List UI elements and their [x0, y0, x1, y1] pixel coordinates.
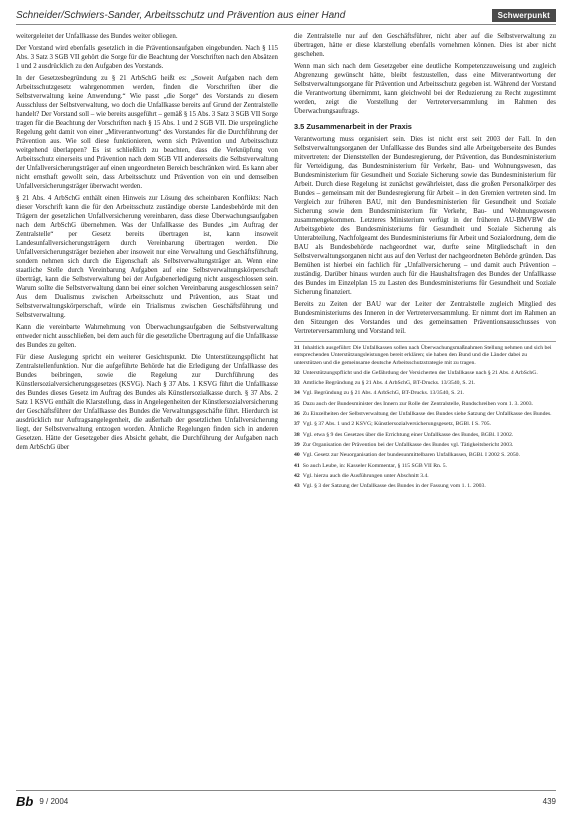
footnote-number: 38 [294, 431, 300, 438]
page-header [16, 6, 556, 25]
footnote [294, 432, 556, 439]
footnote [294, 390, 556, 397]
footnote-text: Vgl. etwa § 9 des Gesetzes über die Errichtung einer Unfallkasse des Bundes, BGBl. I 2002. [302, 431, 514, 438]
footnote-number: 43 [294, 483, 300, 490]
paragraph: die Zentralstelle nur auf den Geschäftsführer, nicht aber auf die Selbstverwaltung zu übertragen, hätte er diese klarstellung ebenfalls vornehmen können. Dies ist aber nicht geschehen. [294, 33, 556, 58]
right-column [294, 32, 556, 784]
footnote-text: So auch Leube, in: Kasseler Kommentar, § 115 SGB VII Rn. 5. [302, 462, 447, 469]
footnote-text: Vgl. § 37 Abs. 1 und 2 KSVG; Künstlersozialversicherungsgesetz, BGBl. I S. 705. [302, 421, 491, 428]
paragraph: Der Vorstand wird ebenfalls gesetzlich in die Präventionsaufgaben eingebunden. Nach § 115 Abs. 3 Satz 3 SGB VII gehört die Sorge für die Beachtung der Vorschriften nach den Absätzen 1 und 2 ausdrücklich zu den Aufgaben des Vorstands. [16, 45, 278, 70]
footnote-number: 39 [294, 441, 300, 448]
footnote [294, 401, 556, 408]
paragraph: Verantwortung muss organisiert sein. Dies ist nicht erst seit 2003 der Fall. In den Selbstverwaltungsorganen der Unfallkasse des Bundes sind alle Arbeitgeberseite des Bundes mitvertreten: der Dienststellen der Bundesregierung, der Prävention, das Bundesministerium für Verteidigung, das Bundesministerium für Verkehr, Bau- und Wohnungswesen, das Bundesministerium für Gesundheit und Soziale Sicherung sowie das Bundesministerium für Arbeit. Durch diese Regelung ist zunächst gewährleistet, dass die großen Personalkörper des Bundes – gemeinsam mit der Bundesregierung für Arbeit – in den Gremien vertreten sind. Im Vergleich zur früheren BAU, mit den Bundesministerien für Gesundheit und Soziale Sicherung sowie dem Bundesministerium für Verkehr, Bau- und Wohnungswesen zusammengekommen. Letzteres Ministerium verfügt in der früheren AU-BMVBW die Arbeitsgebiete des Bundesministeriums für Gesundheit und Soziale Sicherung als Unterabteilung, Nachfolgeamt des Bundesministeriums für Arbeit und Sozialordnung, dem die BAU als Bundesbehörde nachgeordnet war, durfte seine Mitgliedschaft in den Selbstverwaltungsorganen nicht aus auf den Verlust der nachgeordneten Behörde gründen. Das Bemühen ist hierbei ein fachlich für „Unfallversicherung – und damit auch Prävention – zuständig. Darüber hinaus wurden auch für die Haushaltsfragen des Bundes der Unfallkasse des Bundes im Einzelplan 15 zu Lasten des Bundesministeriums für Gesundheit und Soziale Sicherung finanziert. [294, 136, 556, 296]
footnote [294, 452, 556, 459]
issue-number: 9 / 2004 [39, 796, 69, 806]
footnote-text: Vgl. § 3 der Satzung der Unfallkasse des Bundes in der Fassung vom 1. 1. 2003. [302, 483, 486, 490]
footnote-text: Inhaltlich ausgeführt: Die Unfallkassen sollen nach Überwachungsmaßnahmen Stellung nehmen und sich bei entsprechenden Unterstützungsleistungen bereit erklären; sie haben den Bund und die Länder dabei zu unterstützen und die gemeinsame deutsche Arbeitsschutzstrategie mit zu tragen. [294, 345, 552, 366]
paragraph: Für diese Auslegung spricht ein weiterer Gesichtspunkt. Die Unterstützungspflicht hat Zentralstellenfunktion. Nur die aufgeführte Behörde hat die Erledigung der Unfallkasse des Bundes beibringen, sowie die Regelung zur Durchführung des Künstlersozialversicherungsgesetzes (KSVG). Nach § 37 Abs. 1 KSVG führt die Unfallkasse des Bundes dieses Gesetz im Auftrag des Bundes als Künstlersozialkasse durch. § 37 Abs. 2 Satz 1 KSVG enthält die Klarstellung, dass in Angelegenheiten der Künstlersozialversicherung der Geschäftsführer der Unfallkasse des Bundes die Verwaltungsgeschäfte führt. Hierdurch ist ausdrücklich nur Auftragsangelegenheit, die außerhalb der gesetzlichen Unfallversicherung liegt, der Selbstverwaltung entzogen worden. Ähnliche Regelungen finden sich in anderen Gesetzen. Hätte der Gesetzgeber dies Absicht gehabt, die Durchführung der Aufgaben nach dem ArbSchG über [16, 354, 278, 451]
section-heading: 3.5 Zusammenarbeit in der Praxis [294, 122, 412, 131]
footnote [294, 411, 556, 418]
footnote [294, 421, 556, 428]
footnote-text: Vgl. hierzu auch die Ausführungen unter Abschnitt 3.4. [302, 472, 429, 479]
paragraph: § 21 Abs. 4 ArbSchG enthält einen Hinweis zur Lösung des scheinbaren Konflikts: Nach dieser Vorschrift kann die für den Arbeitsschutz zuständige oberste Landesbehörde mit den Trägern der gesetzlichen Unfallversicherung vereinbaren, dass diese Überwachungsaufgaben nach dem ArbSchG übernehmen. Was der Unfallkasse des Bundes „im Auftrag der Zentralstelle“ per Gesetz bereits übertragen ist, kann insoweit Landesunfallversicherungsträgern durch Vereinbarung übertragen werden. Die Unfallversicherungsträger beziehen aber insoweit nur eine Verwaltung und Geschäftsführung, sondern nehmen sich durch die Eigenschaft als Selbstverwaltungsträger an. Wenn eine staatliche Stelle durch Vereinbarung Aufgaben auf eine Selbstverwaltungskörperschaft überträgt, kann die Selbstverwaltung bei der Aufgabenerledigung nicht ausgeschlossen sein. Warum sollte die Selbstverwaltung dann bei einer solchen Vereinbarung ausgeschlossen sein? Aus dem Dualismus zwischen Arbeitsschutz und Prävention, aus Staat und Selbstverwaltungskörperschaft, würde ein Trialismus zwischen Geschäftsführung und Selbstverwaltung. [16, 195, 278, 319]
paragraph: Kann die vereinbarte Wahrnehmung von Überwachungsaufgaben die Selbstverwaltung entweder nicht ausschließen, bei dem auch für die gesetzliche Übertragung auf die Unfallkasse des Bundes zu gelten. [16, 324, 278, 349]
left-column [16, 32, 278, 784]
footnote-text: Zu Einzelheiten der Selbstverwaltung der Unfallkasse des Bundes siehe Satzung der Unfallkasse des Bundes. [302, 411, 552, 418]
paragraph: In der Gesetzesbegründung zu § 21 ArbSchG heißt es: „Soweit Aufgaben nach dem Arbeitsschutzgesetz wahrgenommen werden, finden die Vorschriften über die Selbstverwaltung keine Anwendung.“ Wie passt „die Sorge“ des Vorstands zu diesem Ausschluss der Selbstverwaltung, wo doch die Unfallkasse bereits auf Grund der Zentralstelle handelt? Der Vorstand soll – wie bereits ausgeführt – gemäß § 15 Abs. 3 Satz 3 SGB VII Sorge tragen für die Beachtung der Vorschriften nach § 15 Abs. 1 und 2 SGB VII. Die ursprüngliche Regelung geht damit von einer „Mitverantwortung“ des Vorstandes für die Durchführung der Prävention aus. Wie soll diese funktionieren, wenn sich Prävention und Arbeitsschutz weitgehend überlappen? Es ist schließlich zu beachten, dass die Verknüpfung von Arbeitsschutz einerseits und Prävention nach dem SGB VII andererseits die Selbstverwaltung der Unfallversicherungsträger auf einen ungeordneten Bereich beschränken wird. Es kann aber nicht ernsthaft gewollt sein, dass Arbeitsschutz und Prävention von ein und demselben Unfallversicherungsträger überwacht werden. [16, 75, 278, 190]
section-tag: Schwerpunkt [492, 9, 556, 22]
footnote-number: 35 [294, 400, 300, 407]
paragraph: Wenn man sich nach dem Gesetzgeber eine deutliche Kompetenzzuweisung und zugleich Abgrenzung gewünscht hätte, bleibt festzustellen, dass eine Mitverantwortung der Selbstverwaltungsorgane für Prävention und Arbeitsschutz gegeben ist. Während der Vorstand die Verantwortung übernimmt, kann gleichwohl bei der Reduzierung zu Recht zugestimmt werden, zeigt die Vorstellung der Vertreterversammlung im Rahmen des Überwachungsauftrags. [294, 63, 556, 115]
footnote [294, 345, 556, 367]
footnotes [294, 341, 556, 490]
footnote-text: Zur Organisation der Prävention bei der Unfallkasse des Bundes vgl. Tätigkeitsbericht 2003. [302, 441, 514, 448]
paragraph: Bereits zu Zeiten der BAU war der Leiter der Zentralstelle zugleich Mitglied des Bundesministeriums des Inneren in der Vertreterversammlung. Er nimmt dort im Rahmen an den Sitzungen des Vorstandes und des gemeinsamen Präventionsausschusses von Vertreterversammlung und Vorstand teil. [294, 301, 556, 335]
footnote-text: Amtliche Begründung zu § 21 Abs. 4 ArbSchG, BT-Drucks. 13/3540, S. 21. [302, 380, 476, 387]
footnote-number: 40 [294, 452, 300, 459]
footnote-text: Dazu auch der Bundesminister des Innern zur Rolle der Zentralstelle, Rundschreiben vom 1. 3. 2003. [302, 400, 533, 407]
footnote-number: 37 [294, 421, 300, 428]
page-footer [16, 790, 556, 811]
paragraph: weitergeleitet der Unfallkasse des Bundes weiter obliegen. [16, 33, 178, 40]
footnote [294, 370, 556, 377]
footnote [294, 483, 556, 490]
footnote-number: 41 [294, 462, 300, 469]
running-head: Schneider/Schwiers-Sander, Arbeitsschutz und Prävention aus einer Hand [16, 9, 346, 21]
footnote-number: 36 [294, 411, 300, 418]
footnote [294, 473, 556, 480]
footnote-number: 33 [294, 380, 300, 387]
footnote-text: Vgl. Begründung zu § 21 Abs. 4 ArbSchG, BT-Drucks. 13/3540, S. 21. [302, 390, 465, 397]
page-number: 439 [542, 796, 556, 806]
footnote-number: 32 [294, 369, 300, 376]
footnote-number: 34 [294, 390, 300, 397]
footnote-number: 31 [294, 345, 300, 351]
footnote-number: 42 [294, 472, 300, 479]
footnote-text: Vgl. Gesetz zur Neuorganisation der bundesunmittelbaren Unfallkassen, BGBl. I 2002 S. 2050. [302, 452, 520, 459]
footnote [294, 442, 556, 449]
footnote-text: Unterstützungspflicht und die Gefährdung der Versicherten der Unfallkasse nach § 21 Abs. 4 ArbSchG. [302, 369, 538, 376]
footnote [294, 380, 556, 387]
footnote [294, 463, 556, 470]
journal-logo: Bb [16, 793, 34, 809]
